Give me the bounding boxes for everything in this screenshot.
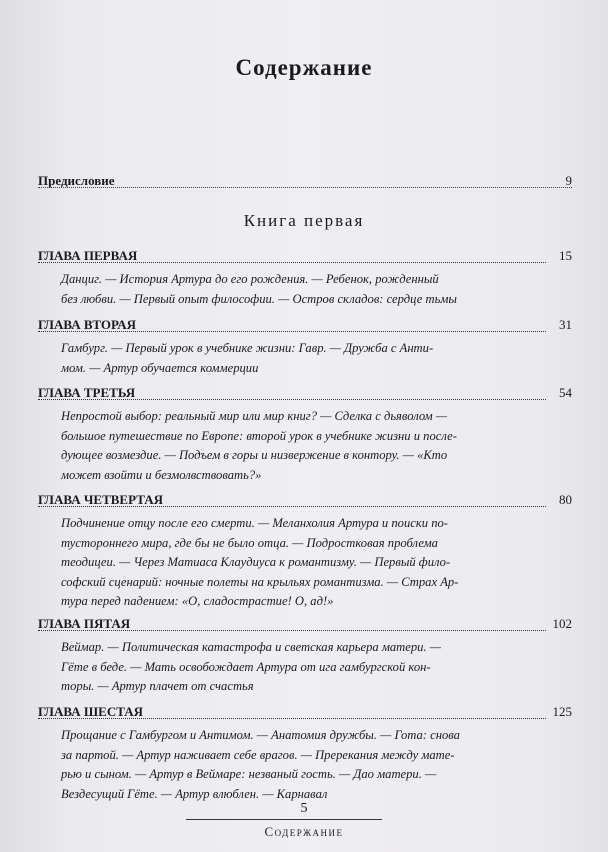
summary-line: большое путешествие по Европе: второй урок в учебнике жизни и после- [61, 428, 457, 443]
summary-line: без любви. — Первый опыт философии. — Остров складов: сердце тьмы [61, 291, 457, 306]
summary-line: тустороннего мира, где бы не было отца. — Подростковая проблема [61, 535, 438, 550]
summary-line: рью и сыном. — Артур в Веймаре: незваный гость. — Дао матери. — [61, 767, 437, 782]
chapter-page: 54 [559, 385, 572, 400]
summary-line: теодицеи. — Через Матиаса Клаудиуса к романтизму. — Первый фило- [61, 555, 451, 570]
chapter-summary [61, 270, 531, 309]
page-title: Содержание [235, 55, 373, 80]
toc-entry-label: Предисловие [38, 173, 115, 188]
summary-line: может взойти и безмолвствовать?» [61, 467, 262, 482]
summary-line: за партой. — Артур наживает себе врагов. — Пререкания между мате- [61, 747, 455, 762]
chapter-page: 31 [559, 317, 572, 332]
chapter-summary [61, 339, 531, 378]
chapter-title: ГЛАВА ПЕРВАЯ [38, 248, 138, 263]
chapter-title: ГЛАВА ШЕСТАЯ [38, 704, 144, 719]
chapter-page: 80 [559, 492, 572, 507]
footer-rule [186, 819, 382, 820]
summary-line: Вездесущий Гёте. — Артур влюблен. — Карнавал [61, 786, 328, 801]
chapter-summary [61, 514, 531, 612]
chapter-title: ГЛАВА ЧЕТВЕРТАЯ [38, 492, 163, 507]
summary-line: Подчинение отцу после его смерти. — Меланхолия Артура и поиски по- [61, 516, 448, 530]
toc-chapter-5 [38, 616, 572, 697]
chapter-page: 15 [559, 248, 572, 263]
running-title: Содержание [264, 824, 344, 839]
summary-line: Прощание с Гамбургом и Антимом. — Анатомия дружбы. — Гота: снова [61, 728, 460, 742]
chapter-page: 102 [552, 616, 572, 631]
chapter-summary [61, 726, 531, 804]
summary-line: тура перед падением: «О, сладострастие! О, ад!» [61, 594, 334, 609]
chapter-summary [61, 638, 531, 697]
summary-line: Гамбург. — Первый урок в учебнике жизни: Гавр. — Дружба с Анти- [61, 341, 434, 355]
chapter-title: ГЛАВА ПЯТАЯ [38, 616, 131, 631]
summary-line: мом. — Артур обучается коммерции [61, 360, 259, 375]
summary-line: софский сценарий: ночные полеты на крыльях романтизма. — Страх Ар- [61, 574, 459, 589]
toc-chapter-6 [38, 704, 572, 804]
chapter-title: ГЛАВА ВТОРАЯ [38, 317, 137, 332]
toc-chapter-4 [38, 492, 572, 612]
chapter-title: ГЛАВА ТРЕТЬЯ [38, 385, 136, 400]
toc-chapter-2 [38, 317, 572, 378]
summary-line: дующее возмездие. — Подъем в горы и низвержение в контору. — «Кто [61, 448, 448, 463]
summary-line: Гёте в беде. — Мать освобождает Артура от ига гамбургской кон- [61, 659, 431, 674]
chapter-summary [61, 407, 531, 485]
book-heading: Книга первая [243, 211, 365, 230]
toc-entry-page: 9 [565, 173, 572, 188]
chapter-page: 125 [552, 704, 572, 719]
toc-chapter-3 [38, 385, 572, 485]
summary-line: Непростой выбор: реальный мир или мир книг? — Сделка с дьяволом — [61, 409, 448, 423]
toc-chapter-1 [38, 248, 572, 309]
summary-line: Веймар. — Политическая катастрофа и светская карьера матери. — [61, 640, 441, 654]
toc-entry-preface [38, 173, 572, 193]
page-number: 5 [300, 801, 308, 816]
summary-line: торы. — Артур плачет от счастья [61, 679, 254, 694]
summary-line: Данциг. — История Артура до его рождения. — Ребенок, рожденный [61, 272, 439, 286]
dot-leader [38, 187, 572, 188]
